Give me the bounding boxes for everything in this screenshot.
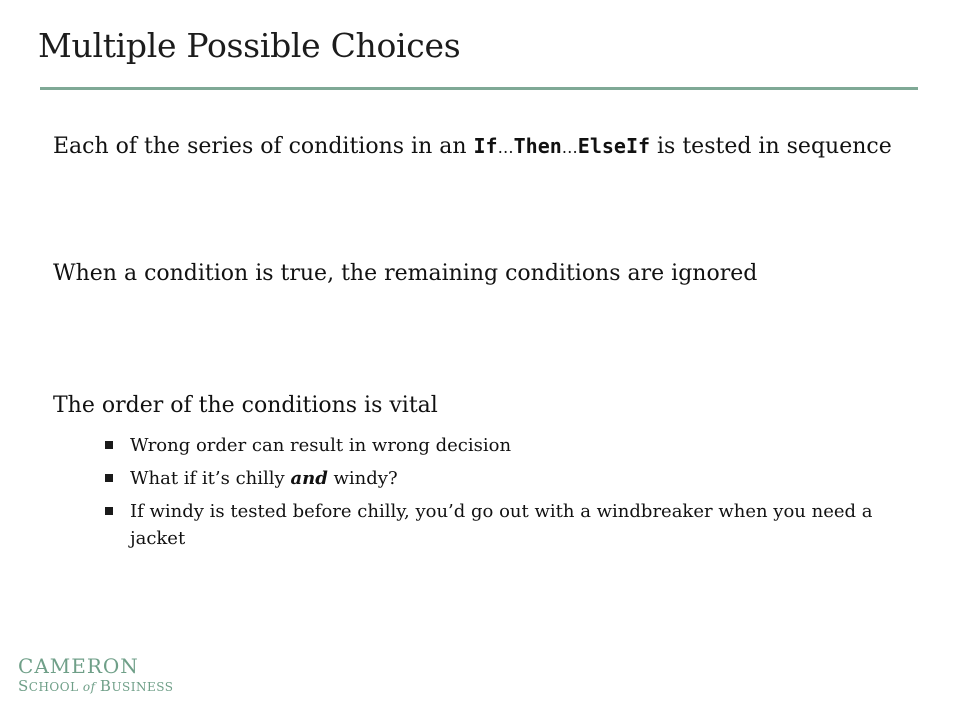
sub-bullet-list xyxy=(105,432,905,558)
ellipsis: … xyxy=(561,138,578,157)
square-bullet-icon xyxy=(105,474,113,482)
square-bullet-icon xyxy=(105,507,113,515)
paragraph-order-vital: The order of the conditions is vital xyxy=(53,393,438,418)
list-item-text: What if it’s chilly xyxy=(130,468,291,489)
list-item-text: If windy is tested before chilly, you’d go out with a windbreaker when you need a jacket xyxy=(130,501,873,549)
list-item-text: windy? xyxy=(327,468,398,489)
paragraph-condition-true: When a condition is true, the remaining conditions are ignored xyxy=(53,261,758,286)
logo-wordmark: CAMERON xyxy=(18,654,139,678)
list-item xyxy=(105,498,905,552)
ellipsis: … xyxy=(497,138,514,157)
list-item xyxy=(105,432,905,459)
code-keyword-if: If xyxy=(473,134,498,158)
title-divider xyxy=(40,87,918,90)
square-bullet-icon xyxy=(105,441,113,449)
code-keyword-elseif: ElseIf xyxy=(577,134,651,158)
logo-subtitle: SCHOOL of BUSINESS xyxy=(18,677,174,695)
slide-title: Multiple Possible Choices xyxy=(38,26,461,65)
code-keyword-then: Then xyxy=(513,134,562,158)
list-item-text: Wrong order can result in wrong decision xyxy=(130,435,512,456)
cameron-logo xyxy=(18,655,174,696)
emphasized-word: and xyxy=(290,468,328,489)
paragraph-conditions-sequence xyxy=(53,128,948,166)
paragraph-text: Each of the series of conditions in an xyxy=(53,134,474,159)
paragraph-text: is tested in sequence xyxy=(650,134,892,159)
list-item xyxy=(105,465,905,492)
